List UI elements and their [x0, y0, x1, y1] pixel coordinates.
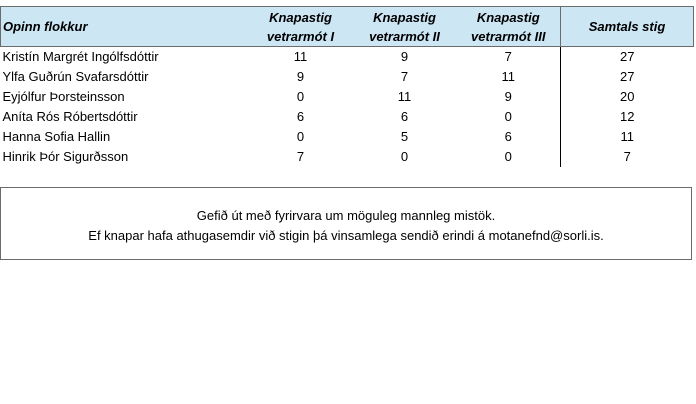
disclaimer-line-2: Ef knapar hafa athugasemdir við stigin þá vinsamlega sendið erindi á motanefnd@sorli.is. — [88, 228, 604, 243]
round-1-points: 11 — [293, 49, 308, 64]
round-1-points: 6 — [296, 109, 305, 124]
round-1-points: 9 — [296, 69, 305, 84]
table-header-row — [1, 7, 694, 47]
header-round-3 — [457, 7, 561, 47]
table-row — [1, 87, 694, 107]
header-round-2-line2: vetrarmót II — [369, 28, 440, 44]
total-points: 11 — [561, 127, 694, 147]
round-2-points: 9 — [400, 49, 409, 64]
round-1-points: 0 — [296, 129, 305, 144]
disclaimer-box — [0, 187, 692, 260]
rider-name: Eyjólfur Þorsteinsson — [2, 89, 125, 104]
round-2-points: 5 — [400, 129, 409, 144]
standings-table — [0, 6, 694, 167]
round-2-points: 6 — [400, 109, 409, 124]
header-round-1 — [249, 7, 353, 47]
standings-table-container — [0, 6, 693, 167]
round-1-points: 7 — [296, 149, 305, 164]
header-round-2 — [353, 7, 457, 47]
rider-name: Kristín Margrét Ingólfsdóttir — [2, 49, 159, 64]
round-2-points: 11 — [397, 89, 412, 104]
header-round-1-line2: vetrarmót I — [266, 28, 335, 44]
rider-name: Hinrik Þór Sigurðsson — [2, 149, 129, 164]
total-points: 27 — [561, 47, 694, 68]
rider-name: Hanna Sofia Hallin — [2, 129, 111, 144]
round-3-points: 7 — [504, 49, 512, 64]
table-row — [1, 67, 694, 87]
round-3-points: 0 — [504, 149, 512, 164]
header-category — [1, 7, 249, 47]
rider-name: Aníta Rós Róbertsdóttir — [2, 109, 138, 124]
total-points: 12 — [561, 107, 694, 127]
total-points: 27 — [561, 67, 694, 87]
total-points: 20 — [561, 87, 694, 107]
header-round-3-line2: vetrarmót III — [471, 28, 546, 44]
header-round-1-line1: Knapastig — [269, 9, 332, 25]
rider-name: Ylfa Guðrún Svafarsdóttir — [2, 69, 149, 84]
round-3-points: 6 — [504, 129, 512, 144]
header-total — [561, 7, 694, 47]
header-round-2-line1: Knapastig — [373, 9, 436, 25]
disclaimer-line-1: Gefið út með fyrirvara um möguleg mannleg mistök. — [196, 208, 496, 223]
header-category-label: Opinn flokkur — [3, 19, 88, 34]
table-row — [1, 107, 694, 127]
header-total-label: Samtals stig — [588, 19, 666, 34]
table-row — [1, 147, 694, 167]
table-row — [1, 127, 694, 147]
round-1-points: 0 — [296, 89, 305, 104]
table-row — [1, 47, 694, 68]
round-2-points: 7 — [400, 69, 409, 84]
header-round-3-line1: Knapastig — [476, 9, 540, 25]
total-points: 7 — [561, 147, 694, 167]
round-3-points: 11 — [501, 69, 515, 84]
round-3-points: 9 — [504, 89, 512, 104]
round-2-points: 0 — [400, 149, 409, 164]
round-3-points: 0 — [504, 109, 512, 124]
